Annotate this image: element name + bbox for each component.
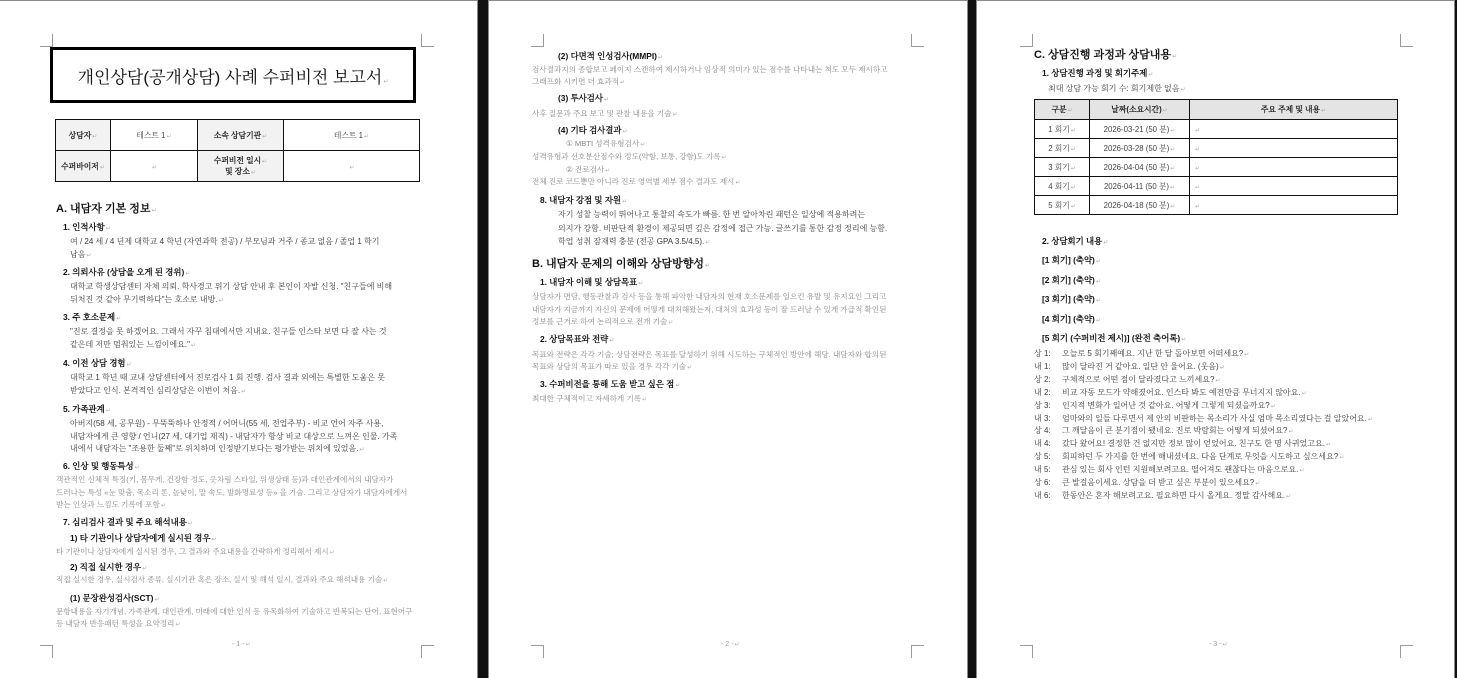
dialogue-text: 큰 발걸음이세요. 상담을 더 받고 싶은 부분이 있으세요? ↵ bbox=[1062, 478, 1260, 489]
corner-mark bbox=[40, 34, 53, 47]
sct-heading: (1) 문장완성검사(SCT) ↵ bbox=[70, 593, 159, 605]
dialogue-speaker: 내 2: bbox=[1034, 387, 1051, 397]
page-number: - 3 - ↵ bbox=[1209, 641, 1227, 648]
date-cell: 2026-04-04 (50 분) ↵ bbox=[1104, 163, 1176, 172]
dialogue-text: 구체적으로 어떤 점이 달라졌다고 느끼세요? ↵ bbox=[1062, 375, 1220, 386]
date-cell: 2026-03-28 (50 분) ↵ bbox=[1104, 144, 1176, 153]
mmpi-line: 검사결과지의 종합보고 페이지 스캔하여 제시하거나 임상적 의미가 있는 점수를 나타내는 척도 모두 제시하고 bbox=[532, 65, 888, 74]
table-row bbox=[1035, 120, 1398, 139]
projective-text: 사후 질문과 주요 보고 및 관찰 내용을 기술 ↵ bbox=[532, 109, 678, 120]
s7-1-heading: 1) 타 기관이나 상담자에게 실시된 경우 ↵ bbox=[70, 533, 216, 545]
dialogue-text: 갔다 왔어요! 결정한 건 없지만 정보 많이 얻었어요. 친구도 한 명 사귀었고요. ↵ bbox=[1062, 439, 1331, 450]
s2-line: 대학교 학생상담센터 자체 의뢰. 학사경고 위기 상담 안내 후 본인이 자발 신청. "친구들에 비해 bbox=[70, 282, 393, 291]
dialogue-speaker: 상 6: bbox=[1034, 478, 1051, 487]
b2-heading: 2. 상담목표와 전략 ↵ bbox=[540, 334, 614, 346]
table-row bbox=[1035, 177, 1398, 196]
c1-heading: 1. 상담진행 과정 및 회기주제 ↵ bbox=[1042, 68, 1153, 80]
dialogue-speaker: 내 4: bbox=[1034, 439, 1051, 449]
session-summary: [1 회기] (축약) ↵ bbox=[1042, 255, 1101, 267]
s8-line: 자기 성찰 능력이 뛰어나고 통찰의 속도가 빠름. 한 번 알아차린 패턴은 일상에 적용하려는 bbox=[558, 210, 866, 219]
header-date: 날짜(소요시간) ↵ bbox=[1111, 105, 1167, 114]
b1-heading: 1. 내담자 이해 및 상담목표 ↵ bbox=[540, 277, 643, 289]
dialogue-speaker: 상 2: bbox=[1034, 374, 1051, 384]
section-a-heading: A. 내담자 기본 정보 ↵ bbox=[56, 203, 157, 218]
mmpi-heading: (2) 다면적 인성검사(MMPI) ↵ bbox=[558, 51, 663, 63]
mmpi-line: 그래프화 시키면 더 효과적 ↵ bbox=[532, 77, 625, 88]
date-cell: 2026-04-18 (50 분) ↵ bbox=[1104, 201, 1176, 210]
s3-line: 같은데 저만 멈춰있는 느낌이에요." ↵ bbox=[70, 340, 196, 351]
dialogue-text: 회피하던 두 가지를 한 번에 해내셨네요. 다음 단계로 무엇을 시도하고 싶으세요? ↵ bbox=[1062, 452, 1344, 463]
s3-line: "진로 결정을 못 하겠어요. 그래서 자꾸 침대에서만 지내요. 친구들 인스타 보면 다 잘 사는 것 bbox=[70, 327, 387, 336]
supervisor-label: 수퍼바이저 ↵ bbox=[61, 162, 105, 171]
datetime-label-2: 및 장소 ↵ bbox=[225, 167, 256, 176]
corner-mark bbox=[421, 34, 434, 47]
s8-line: 의지가 강함. 비판단적 환경이 제공되면 깊은 감정에 접근 가능. 글쓰기를 통한 감정 정리에 능함. bbox=[558, 224, 888, 233]
dialogue-text: 그 깨달음이 큰 분기점이 됐네요. 진로 박람회는 어떻게 되셨어요? ↵ bbox=[1062, 426, 1293, 437]
s8-line: 학업 성취 잠재력 충분 (전공 GPA 3.5/4.5). ↵ bbox=[558, 237, 710, 248]
s6-line: 받는 인상과 느낌도 기록에 포함 ↵ bbox=[56, 500, 166, 511]
header-topic: 주요 주제 및 내용 ↵ bbox=[1261, 105, 1326, 114]
date-cell: 2026-03-21 (50 분) ↵ bbox=[1104, 125, 1176, 134]
session-summary: [3 회기] (축약) ↵ bbox=[1042, 294, 1101, 306]
session-summary: [4 회기] (축약) ↵ bbox=[1042, 314, 1101, 326]
dialogue-text: 오늘로 5 회기째예요. 지난 한 달 돌아보면 어떠세요? ↵ bbox=[1062, 349, 1249, 360]
dialogue-text: 엄마와의 일들 다루면서 제 안의 비판하는 목소리가 사실 엄마 목소리였다는 걸 알았어요. ↵ bbox=[1062, 414, 1373, 425]
sct-line: 등 내담자 반응패턴 특성을 요약정리 ↵ bbox=[56, 619, 181, 630]
other-tests-heading: (4) 기타 검사결과 ↵ bbox=[558, 125, 627, 137]
s6-heading: 6. 인상 및 행동특성 ↵ bbox=[63, 461, 140, 473]
topic-cell[interactable] bbox=[1194, 163, 1200, 172]
dialogue-text: 많이 달라진 거 같아요. 일단 안 울어요. (웃음) ↵ bbox=[1062, 362, 1225, 373]
s4-line: 받았다고 인식. 본격적인 심리상담은 이번이 처음. ↵ bbox=[70, 386, 246, 397]
page-number: - 2 - ↵ bbox=[721, 641, 739, 648]
s6-line: 드러나는 특성 «눈 맞춤, 목소리 톤, 높낮이, 말 속도, 발화명료성 등» 을 기술. 그리고 상담자가 내담자에게서 bbox=[56, 488, 408, 497]
s4-heading: 4. 이전 상담 경험 ↵ bbox=[63, 358, 132, 370]
session-summary: [5 회기 (수퍼비전 제시)] (완전 축어록) ↵ bbox=[1042, 333, 1186, 345]
date-cell: 2026-04-11 (50 분) ↵ bbox=[1104, 182, 1175, 191]
s5-heading: 5. 가족관계 ↵ bbox=[63, 404, 111, 416]
sct-line: 문항내용을 자기개념, 가족관계, 대인관계, 미래에 대한 인식 등 유목화하여 기술하고 반복되는 단어, 표현어구 bbox=[56, 607, 413, 616]
s5-line: 아버지(58 세, 공무원) - 무뚝뚝하나 안정적 / 어머니(55 세, 전업주부) - 비교 언어 자주 사용, bbox=[70, 419, 384, 428]
b1-line: 상담자가 면담, 행동관찰과 검사 등을 통해 파악한 내담자의 현재 호소문제를 일으킨 유발 및 유지요인 그리고 bbox=[532, 292, 887, 301]
b3-heading: 3. 수퍼비전을 통해 도움 받고 싶은 점 ↵ bbox=[540, 379, 680, 391]
session-cell: 4 회기 ↵ bbox=[1048, 182, 1076, 191]
s2-line: 뒤처진 것 같아 무기력하다"는 호소로 내방. ↵ bbox=[70, 295, 224, 306]
table-header-row bbox=[1035, 100, 1398, 120]
corner-mark bbox=[911, 645, 924, 658]
dialogue-speaker: 상 3: bbox=[1034, 400, 1051, 410]
dialogue-text: 비교 자동 모드가 약해졌어요. 인스타 봐도 예전만큼 무너지지 않아요. ↵ bbox=[1062, 388, 1307, 399]
session-cell: 5 회기 ↵ bbox=[1048, 201, 1076, 210]
s7-2-heading: 2) 직접 실시한 경우 ↵ bbox=[70, 562, 147, 574]
mbti-heading: ① MBTI 성격유형검사 ↵ bbox=[566, 139, 645, 150]
table-row bbox=[1035, 196, 1398, 215]
s7-2-text: 직접 실시한 경우, 실시검사 종류, 실시기관 혹은 장소, 실시 및 해석 일시, 결과와 주요 해석내용 기술 ↵ bbox=[56, 575, 388, 586]
s1-line: 남음 ↵ bbox=[70, 250, 92, 261]
page-number: - 1 - ↵ bbox=[232, 641, 250, 648]
b1-line: 정보를 근거로 하여 논리적으로 전개 기술 ↵ bbox=[532, 317, 673, 328]
corner-mark bbox=[1400, 645, 1413, 658]
dialogue-speaker: 상 4: bbox=[1034, 426, 1051, 436]
page-2 bbox=[489, 1, 967, 678]
s2-heading: 2. 의뢰사유 (상담을 오게 된 경위) ↵ bbox=[63, 267, 190, 279]
section-c-heading: C. 상담진행 과정과 상담내용 ↵ bbox=[1034, 49, 1177, 64]
info-table bbox=[55, 119, 420, 182]
datetime-label-1: 수퍼비전 일시 ↵ bbox=[214, 156, 267, 165]
corner-mark bbox=[40, 645, 53, 658]
counselor-value[interactable]: 테스트 1 ↵ bbox=[136, 131, 171, 140]
dialogue-speaker: 내 6: bbox=[1034, 490, 1051, 500]
b1-line: 내담자가 지금까지 자신의 문제에 어떻게 대처해왔는지, 대처의 효과성 등이 잘 드러날 수 있게 가급적 확인된 bbox=[532, 305, 887, 314]
s1-heading: 1. 인적사항 ↵ bbox=[63, 222, 111, 234]
s7-1-text: 타 기관이나 상담자에게 실시된 경우, 그 결과와 주요내용을 간략하게 정리해서 제시 ↵ bbox=[56, 547, 335, 558]
page-1 bbox=[0, 1, 477, 678]
s6-line: 객관적인 신체적 특징(키, 몸무게, 건장함 정도, 옷차림 스타일, 위생상태 등)과 대인관계에서의 내담자가 bbox=[56, 475, 394, 484]
org-label: 소속 상담기관 ↵ bbox=[214, 131, 267, 140]
dialogue-speaker: 내 5: bbox=[1034, 465, 1051, 475]
corner-mark bbox=[531, 34, 544, 47]
topic-cell[interactable] bbox=[1194, 125, 1200, 134]
corner-mark bbox=[911, 34, 924, 47]
dialogue-text: 한동안은 혼자 해보려고요. 필요하면 다시 올게요. 정말 감사해요. ↵ bbox=[1062, 491, 1291, 502]
title-text: 개인상담(공개상담) 사례 수퍼비전 보고서 ↵ bbox=[78, 63, 389, 88]
dialogue-speaker: 상 5: bbox=[1034, 452, 1051, 462]
topic-cell[interactable] bbox=[1194, 201, 1200, 210]
s1-line: 여 / 24 세 / 4 년제 대학교 4 학년 (자연과학 전공) / 부모님과 거주 / 종교 없음 / 졸업 1 학기 bbox=[70, 237, 380, 246]
table-row bbox=[1035, 158, 1398, 177]
document-title bbox=[50, 47, 416, 103]
career-heading: ② 진로검사 ↵ bbox=[566, 165, 610, 176]
section-b-heading: B. 내담자 문제의 이해와 상담방향성 ↵ bbox=[532, 258, 710, 273]
dialogue-text: 관심 있는 회사 인턴 지원해보려고요. 떨어져도 괜찮다는 마음으로요. ↵ bbox=[1062, 465, 1304, 476]
s4-line: 대학교 1 학년 때 교내 상담센터에서 진로검사 1 회 진행. 검사 결과 외에는 특별한 도움은 못 bbox=[70, 373, 385, 382]
header-session: 구분 ↵ bbox=[1051, 105, 1072, 114]
dialogue-speaker: 상 1: bbox=[1034, 349, 1051, 358]
session-cell: 2 회기 ↵ bbox=[1048, 144, 1076, 153]
s8-heading: 8. 내담자 강점 및 자원 ↵ bbox=[540, 195, 627, 207]
session-cell: 1 회기 ↵ bbox=[1048, 125, 1076, 134]
s7-heading: 7. 심리검사 결과 및 주요 해석내용 ↵ bbox=[63, 517, 193, 529]
topic-cell[interactable] bbox=[1194, 182, 1200, 191]
datetime-value[interactable] bbox=[348, 162, 354, 171]
page-3 bbox=[977, 1, 1454, 678]
projective-heading: (3) 투사검사 ↵ bbox=[558, 93, 609, 105]
topic-cell[interactable] bbox=[1194, 144, 1200, 153]
corner-mark bbox=[421, 645, 434, 658]
dialogue-text: 인지적 변화가 일어난 것 같아요. 어떻게 그렇게 되셨을까요? ↵ bbox=[1062, 401, 1276, 412]
mbti-text: 성격유형과 선호분산점수와 정도(약함, 보통, 강함)도 기록 ↵ bbox=[532, 152, 727, 163]
table-row bbox=[1035, 139, 1398, 158]
dialogue-speaker: 내 1: bbox=[1034, 361, 1051, 371]
c2-heading: 2. 상담회기 내용 ↵ bbox=[1042, 236, 1108, 248]
supervisor-value[interactable] bbox=[151, 162, 157, 171]
corner-mark bbox=[1020, 645, 1033, 658]
b3-text: 최대한 구체적이고 자세하게 기록 ↵ bbox=[532, 394, 647, 405]
corner-mark bbox=[1400, 34, 1413, 47]
counselor-label: 상담자 ↵ bbox=[69, 131, 98, 140]
b2-line: 목표와 전략은 각각 기술; 상담전략은 목표를 달성하기 위해 시도하는 구체적인 방안에 해당. 내담자와 합의된 bbox=[532, 350, 887, 359]
session-summary: [2 회기] (축약) ↵ bbox=[1042, 275, 1101, 287]
corner-mark bbox=[1020, 34, 1033, 47]
org-value[interactable]: 테스트 1 ↵ bbox=[334, 131, 369, 140]
session-cell: 3 회기 ↵ bbox=[1048, 163, 1076, 172]
career-text: 전체 진로 코드뿐만 아니라 진로 영역별 세부 점수 결과도 제시 ↵ bbox=[532, 177, 740, 188]
s5-line: 내담자에게 큰 영향 / 언니(27 세, 대기업 재직) - 내담자가 항상 비교 대상으로 느껴온 인물. 가족 bbox=[70, 432, 398, 441]
s3-heading: 3. 주 호소문제 ↵ bbox=[63, 312, 121, 324]
corner-mark bbox=[531, 645, 544, 658]
c1-text: 최대 상담 가능 회기 수: 회기제한 없음 ↵ bbox=[1048, 84, 1186, 95]
s5-line: 내에서 내담자는 "조용한 둘째"로 위치하며 인정받기보다는 평가받는 위치에 있었음. ↵ bbox=[70, 444, 364, 455]
dialogue-speaker: 내 3: bbox=[1034, 413, 1051, 423]
b2-line: 목표와 상담의 목표가 따로 있을 경우 각각 기술 ↵ bbox=[532, 362, 692, 373]
sessions-table bbox=[1034, 99, 1398, 215]
